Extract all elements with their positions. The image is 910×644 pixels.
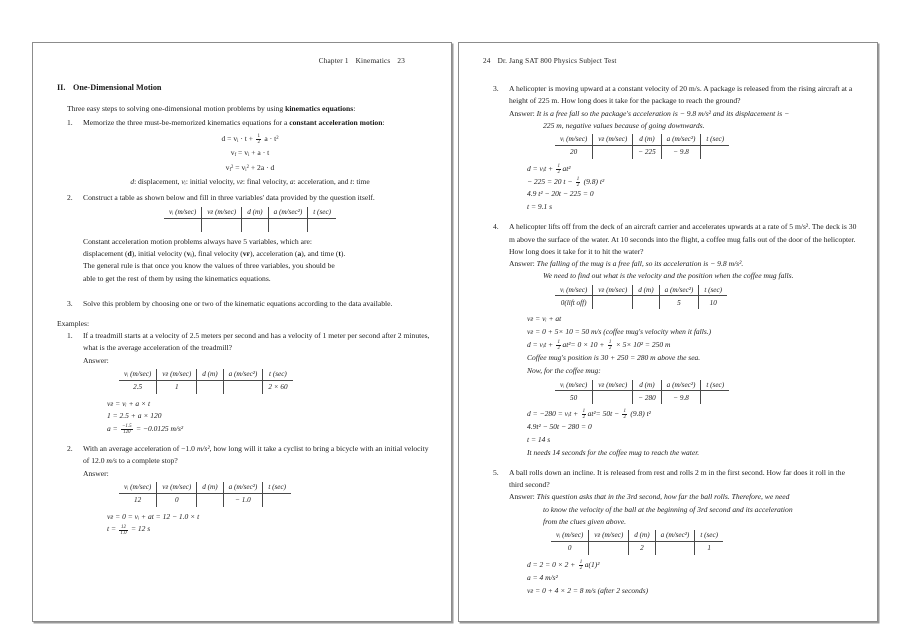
problem-4-w2-line-3: t = 14 s [527, 434, 551, 444]
legend-vi-text: : initial velocity, [185, 176, 237, 186]
fraction-denominator: 120 [123, 430, 131, 436]
step-1 [67, 117, 433, 129]
p4-w2-fraction-2 [622, 409, 626, 420]
table-header-vf: vғ (m/sec) [157, 369, 197, 380]
problem-4-table2-wrapper [555, 380, 859, 405]
table-header-a: a (m/sec²) [268, 207, 308, 218]
problem-3-answer-line-2: 225 m, negative values because of going downwards. [543, 120, 705, 130]
table-cell-d: − 225 [633, 145, 661, 159]
problem-4-w2-line-1 [527, 408, 859, 421]
equation-2: $v_f = v_i + a \cdot t$ [230, 148, 270, 159]
example-1-work-post: = −0.0125 m/s² [134, 424, 184, 434]
table-cell-d [197, 493, 223, 507]
table-header-vi: vᵢ (m/sec) [119, 369, 157, 380]
p4-w1-pre: d = vᵢt + [527, 340, 555, 350]
fraction-numerator: 1 [623, 409, 626, 415]
problem-4-answer-label: Answer: [509, 259, 535, 269]
table-cell-vf: 0 [157, 493, 197, 507]
table-header-d: d (m) [197, 482, 223, 493]
p5-w1-post: a(1)² [584, 559, 600, 569]
problem-3-answer [509, 108, 859, 133]
problem-3 [493, 83, 859, 132]
table-header-t: t (sec) [701, 134, 729, 145]
table-header-d: d (m) [633, 285, 659, 296]
example-2-marker: 2. [67, 444, 73, 454]
table-cell-vi: 0(lift off) [555, 296, 593, 310]
table-header-vf: vғ (m/sec) [589, 530, 629, 541]
problem-5-answer [509, 491, 859, 528]
fraction-denominator: 2 [576, 182, 580, 188]
five-var-l2-c: ), final velocity ( [191, 248, 243, 258]
problem-3-answer-label: Answer: [509, 108, 535, 118]
problem-5-table [551, 530, 723, 555]
table-cell-t: 10 [709, 298, 717, 307]
p3-fraction-1 [556, 164, 560, 175]
problem-4-answer-line-1: The falling of the mug is a free fall, so its acceleration is − 9.8 m/s². [536, 259, 744, 269]
problem-4-w1-line-2: vғ = 0 + 5× 10 = 50 m/s (coffee mug's velocity when it falls.) [527, 327, 712, 337]
table-header-t: t (sec) [699, 285, 727, 296]
example-2-units-1: m/s² [196, 444, 210, 454]
problem-5-table-wrapper [551, 530, 859, 555]
p5-w1-pre: d = 2 = 0 × 2 + [527, 559, 578, 569]
problem-5-answer-line-3: from the clues given above. [543, 516, 627, 526]
table-cell-a [655, 541, 695, 555]
p4-fraction-2 [608, 340, 612, 351]
page-number-left: 23 [397, 57, 405, 65]
table-header-a: a (m/sec²) [661, 380, 701, 391]
example-1-work [107, 398, 433, 437]
example-1-table [119, 369, 293, 394]
fraction-numerator: 1 [582, 409, 586, 415]
example-1-marker: 1. [67, 331, 73, 341]
problem-4-w2-line-4: It needs 14 seconds for the coffee mug to reach the water. [527, 447, 700, 457]
example-2-question-b: , how long will it take a cyclist to bring a bicycle with an initial velocity of 12.0 [83, 444, 429, 466]
table-header-vi: vᵢ (m/sec) [555, 380, 593, 391]
legend-vf: vғ [236, 176, 243, 186]
table-cell-a [268, 218, 308, 232]
five-var-t: t [338, 248, 341, 258]
table-row [555, 391, 729, 405]
table-header-t: t (sec) [263, 482, 291, 493]
example-2-work-pre: t = [107, 524, 118, 534]
table-cell-t: 1 [707, 544, 711, 553]
p4-w2-pre: d = −280 = vᵢt + [527, 409, 581, 419]
problem-5-answer-line-1: This question asks that in the 3rd second, how far the ball rolls. Therefore, we need [536, 492, 790, 502]
examples-list [67, 330, 433, 536]
example-1-work-line-2: 1 = 2.5 + a × 120 [107, 411, 162, 421]
p5-fraction [579, 560, 583, 571]
table-row [555, 145, 729, 159]
table-row [551, 541, 723, 555]
kinematics-equations [67, 132, 433, 176]
table-cell-vf [202, 218, 242, 232]
five-var-l2-b: ), initial velocity ( [131, 248, 187, 258]
five-var-l2-f: ). [340, 248, 346, 258]
legend-vf-text: : final velocity, [242, 176, 290, 186]
example-2-table-wrapper [119, 482, 433, 507]
table-cell-vi: 20 [555, 145, 593, 159]
table-cell-a [223, 380, 263, 394]
problem-4-work-1 [527, 313, 859, 377]
table-header-d: d (m) [633, 134, 661, 145]
legend-d-text: : displacement, [134, 176, 182, 186]
example-2-work [107, 511, 433, 537]
table-row [555, 296, 727, 310]
running-head-chapter: Chapter 1 [318, 57, 349, 65]
p4-fraction-1 [556, 340, 560, 351]
problem-5-answer-label: Answer: [509, 492, 535, 502]
example-2-fraction [119, 525, 127, 536]
page-right [458, 42, 878, 622]
five-var-l2-e: ), and time ( [301, 248, 339, 258]
five-var-vf: vғ [242, 248, 251, 258]
table-header-d: d (m) [629, 530, 655, 541]
five-var-a: a [297, 248, 302, 258]
fraction-numerator: −1.5 [122, 424, 132, 430]
problem-3-work-line-2 [527, 176, 859, 189]
problem-5-work [527, 559, 859, 598]
table-header-t: t (sec) [695, 530, 723, 541]
problem-3-marker: 3. [493, 84, 499, 93]
table-header-a: a (m/sec²) [223, 482, 263, 493]
problem-5-marker: 5. [493, 467, 499, 477]
table-header-a: a (m/sec²) [655, 530, 695, 541]
intro-text-bold: kinematics equations [285, 104, 354, 113]
table-cell-d: 2 [629, 541, 655, 555]
problem-3-work-line-3: 4.9 t² − 20t − 225 = 0 [527, 189, 594, 199]
table-cell-t [701, 145, 729, 159]
table-header-d: d (m) [242, 207, 268, 218]
step-3-marker: 3. [67, 298, 73, 308]
page-number-right: 24 [483, 57, 491, 65]
table-header-t: t (sec) [308, 207, 336, 218]
step-1-text-a: Memorize the three must-be-memorized kinematics equations for a [83, 118, 290, 128]
legend-a-text: : acceleration, and [293, 176, 351, 186]
legend-t: t [350, 176, 353, 186]
example-2-units-2: m/s [106, 456, 117, 466]
equation-1: $d = v_i \cdot t$ + $\frac{1}{2}$ $a \cdot t^2$ [221, 133, 279, 145]
table-header-a: a (m/sec²) [659, 285, 699, 296]
example-1-fraction [121, 424, 133, 435]
table-cell-a: − 9.8 [661, 145, 701, 159]
step-1-text-bold: constant acceleration motion [289, 118, 383, 128]
table-cell-d: − 280 [633, 391, 661, 405]
five-var-d: d [127, 248, 132, 258]
fraction-numerator: 1 [608, 340, 612, 346]
legend-t-text: : time [352, 176, 370, 186]
table-cell-vf [593, 145, 633, 159]
fraction-denominator: 2 [579, 565, 583, 571]
problem-3-answer-line-1: It is a free fall so the package's acceleration is − 9.8 m/s² and its displacement is − [536, 108, 790, 118]
blank-variables-table [164, 207, 336, 232]
example-2-answer-label: Answer: [83, 468, 109, 478]
fraction-numerator: 1 [579, 559, 583, 565]
intro-paragraph [67, 103, 433, 115]
problem-4-table1-wrapper [555, 285, 859, 310]
problem-4-marker: 4. [493, 222, 499, 232]
problem-5-work-line-1 [527, 559, 859, 572]
problem-4 [493, 221, 859, 282]
example-2-question-c: to a complete stop? [116, 456, 178, 466]
table-cell-vf [589, 541, 629, 555]
table-cell-t [308, 218, 336, 232]
problem-3-question: A helicopter is moving upward at a constant velocity of 20 m/s. A package is released from the rising aircraft at a height of 225 m. How long does it take for the package to reach the ground? [509, 84, 853, 106]
p4-w1-post: × 5× 10² = 250 m [613, 340, 671, 350]
intro-text-a: Three easy steps to solving one-dimensional motion problems by using [67, 104, 286, 113]
table-header-vf: vғ (m/sec) [593, 380, 633, 391]
step-2 [67, 192, 433, 204]
step-2-text: Construct a table as shown below and fill in three variables' data provided by the question itself. [83, 192, 375, 202]
table-cell-a: − 9.8 [661, 391, 701, 405]
problem-4-question: A helicopter lifts off from the deck of an aircraft carrier and accelerates upwards at a rate of 5 m/s². The deck is 30 m above the surface of the water. At 10 seconds into the flight, a coffee mug falls out of the door of the helicopter. How long does it take for it to hit the water? [509, 222, 857, 256]
fraction-denominator: 2 [623, 415, 626, 421]
problem-3-table [555, 134, 729, 159]
table-header-vi: vᵢ (m/sec) [555, 285, 593, 296]
legend-a: a [289, 176, 294, 186]
running-head-left [53, 57, 433, 67]
example-1-answer-label: Answer: [83, 355, 109, 365]
step-2-marker: 2. [67, 192, 73, 202]
table-header-row [555, 285, 727, 296]
example-1-work-line-3 [107, 423, 433, 436]
table-cell-vi: 12 [119, 493, 157, 507]
p3-w1-post: at² [562, 163, 571, 173]
example-1-table-wrapper [119, 369, 433, 394]
p3-w2-post: (9.8) t² [581, 176, 605, 186]
problem-4-w1-line-3 [527, 339, 859, 352]
table-cell-a: 5 [659, 296, 699, 310]
problems-list [493, 83, 859, 597]
table-cell-d [242, 218, 268, 232]
example-1-work-line-1: vғ = vᵢ + a × t [107, 398, 151, 408]
problem-3-work [527, 163, 859, 215]
table-header-vf: vғ (m/sec) [202, 207, 242, 218]
table-header-vf: vғ (m/sec) [593, 134, 633, 145]
fraction-numerator: 1 [576, 176, 580, 182]
table-header-vf: vғ (m/sec) [157, 482, 197, 493]
problem-5-question: A ball rolls down an incline. It is released from rest and rolls 2 m in the first second. How far does it roll in the third second? [509, 467, 845, 490]
section-heading [57, 83, 433, 92]
p3-w1-pre: d = vᵢt + [527, 163, 555, 173]
running-head-right [479, 57, 859, 67]
problem-5 [493, 467, 859, 528]
table-cell-vi: 0 [551, 541, 589, 555]
five-var-l2-a: displacement ( [83, 248, 128, 258]
table-cell-t [701, 391, 729, 405]
p4-w1-mid: at²= 0 × 10 + [562, 340, 607, 350]
section-title-text: One-Dimensional Motion [73, 83, 162, 92]
example-2 [67, 443, 433, 480]
table-row [119, 380, 293, 394]
example-2-work-post: = 12 s [129, 524, 151, 534]
five-var-line-2 [83, 248, 433, 260]
problem-4-w1-line-1: vғ = vᵢ + at [527, 314, 562, 324]
legend-d: d [130, 176, 135, 186]
table-cell-t [263, 493, 291, 507]
problem-3-work-line-1 [527, 163, 859, 176]
fraction-denominator: 2 [557, 346, 560, 352]
table-cell-vf [593, 391, 633, 405]
five-var-line-4: able to get the rest of them by using the kinematics equations. [83, 273, 271, 283]
table-header-a: a (m/sec²) [223, 369, 263, 380]
table-cell-d [633, 296, 659, 310]
problem-4-table-1 [555, 285, 727, 310]
table-header-row [555, 380, 729, 391]
table-header-vi: vᵢ (m/sec) [164, 207, 202, 218]
table-cell-vi [164, 218, 202, 232]
running-head-title: Dr. Jang SAT 800 Physics Subject Test [497, 57, 617, 65]
table-header-vf: vғ (m/sec) [593, 285, 633, 296]
step-1-marker: 1. [67, 118, 73, 128]
table-header-d: d (m) [197, 369, 223, 380]
equation-3: $v_f^2 = v_i^2 + 2a \cdot d$ [225, 163, 275, 174]
example-1-question: If a treadmill starts at a velocity of 2.5 meters per second and has a velocity of 1 meter per second after 2 minutes, what is the average acceleration of the treadmill? [83, 331, 430, 353]
table-cell-vf [593, 296, 633, 310]
p3-fraction-2 [576, 177, 580, 188]
table-header-d: d (m) [633, 380, 661, 391]
fraction-numerator: 1 [557, 163, 560, 169]
table-header-row [555, 134, 729, 145]
table-row [164, 218, 336, 232]
table-header-row [119, 369, 293, 380]
table-header-t: t (sec) [701, 380, 729, 391]
page-left [32, 42, 452, 622]
problem-5-work-line-3: vғ = 0 + 4 × 2 = 8 m/s (after 2 seconds) [527, 585, 649, 595]
five-variables-paragraph [67, 236, 433, 285]
blank-table-wrapper [67, 205, 433, 236]
table-header-row [164, 207, 336, 218]
problem-4-w1-line-4: Coffee mug's position is 30 + 250 = 280 m above the sea. [527, 352, 701, 362]
fraction-denominator: 2 [608, 346, 612, 352]
table-header-vi: vᵢ (m/sec) [119, 482, 157, 493]
fraction-numerator: 1 [557, 340, 560, 346]
example-1 [67, 330, 433, 367]
table-cell-vf: 1 [157, 380, 197, 394]
p4-w2-post: (9.8) t² [628, 409, 651, 419]
table-header-t: t (sec) [263, 369, 293, 380]
fraction-denominator: 2 [582, 415, 586, 421]
running-head-topic: Kinematics [355, 57, 391, 65]
fraction-numerator: 12 [121, 524, 126, 530]
step-3 [67, 298, 433, 310]
problem-3-work-line-4: t = 9.1 s [527, 202, 553, 212]
step-3-text: Solve this problem by choosing one or two of the kinematic equations according to the data available. [83, 298, 393, 308]
problem-4-w1-line-5: Now, for the coffee mug: [527, 365, 601, 375]
example-2-work-line-2 [107, 523, 433, 536]
five-var-line-3: The general rule is that once you know the values of three variables, you should be [83, 261, 335, 271]
problem-4-work-2 [527, 408, 859, 460]
problem-5-answer-line-2: to know the velocity of the ball at the beginning of 3rd second and its acceleration [543, 504, 793, 514]
section-number: II. [57, 83, 66, 92]
problem-4-w2-line-2: 4.9t² − 50t − 280 = 0 [527, 422, 592, 432]
problem-5-work-line-2: a = 4 m/s² [527, 572, 558, 582]
problem-3-table-wrapper [555, 134, 859, 159]
table-header-row [119, 482, 291, 493]
table-cell-a: − 1.0 [223, 493, 263, 507]
fraction-denominator: 2 [557, 169, 560, 175]
problem-4-answer-line-2: We need to find out what is the velocity and the position when the coffee mug falls. [543, 271, 794, 281]
step-1-text-c: : [382, 118, 385, 128]
example-2-question-a: With an average acceleration of −1.0 [83, 444, 197, 454]
table-header-vi: vᵢ (m/sec) [555, 134, 593, 145]
table-cell-vi: 2.5 [119, 380, 157, 394]
example-2-work-line-1: vғ = 0 = vᵢ + at = 12 − 1.0 × t [107, 511, 200, 521]
intro-text-c: : [353, 104, 356, 113]
table-cell-d [197, 380, 223, 394]
example-1-work-pre: a = [107, 424, 120, 434]
table-header-vi: vᵢ (m/sec) [551, 530, 589, 541]
five-var-l2-d2: ), acceleration ( [250, 248, 298, 258]
example-2-table [119, 482, 291, 507]
table-cell-vi: 50 [555, 391, 593, 405]
examples-label: Examples: [57, 319, 90, 329]
table-row [119, 493, 291, 507]
steps-list [67, 117, 433, 310]
p4-w2-fraction-1 [582, 409, 586, 420]
five-var-vi: vᵢ [186, 248, 192, 258]
five-var-line-1: Constant acceleration motion problems always have 5 variables, which are: [83, 236, 313, 246]
equation-legend [67, 177, 433, 186]
table-header-row [551, 530, 723, 541]
book-spread [0, 42, 910, 622]
table-header-a: a (m/sec²) [661, 134, 701, 145]
legend-vi: vᵢ [181, 176, 186, 186]
problem-4-answer [509, 258, 859, 283]
p3-w2-pre: − 225 = 20 t − [527, 176, 575, 186]
fraction-denominator: 1.0 [120, 530, 127, 536]
problem-4-table-2 [555, 380, 729, 405]
table-cell-t: 2 × 60 [268, 383, 288, 392]
p4-w2-mid: at²= 50t − [587, 409, 621, 419]
